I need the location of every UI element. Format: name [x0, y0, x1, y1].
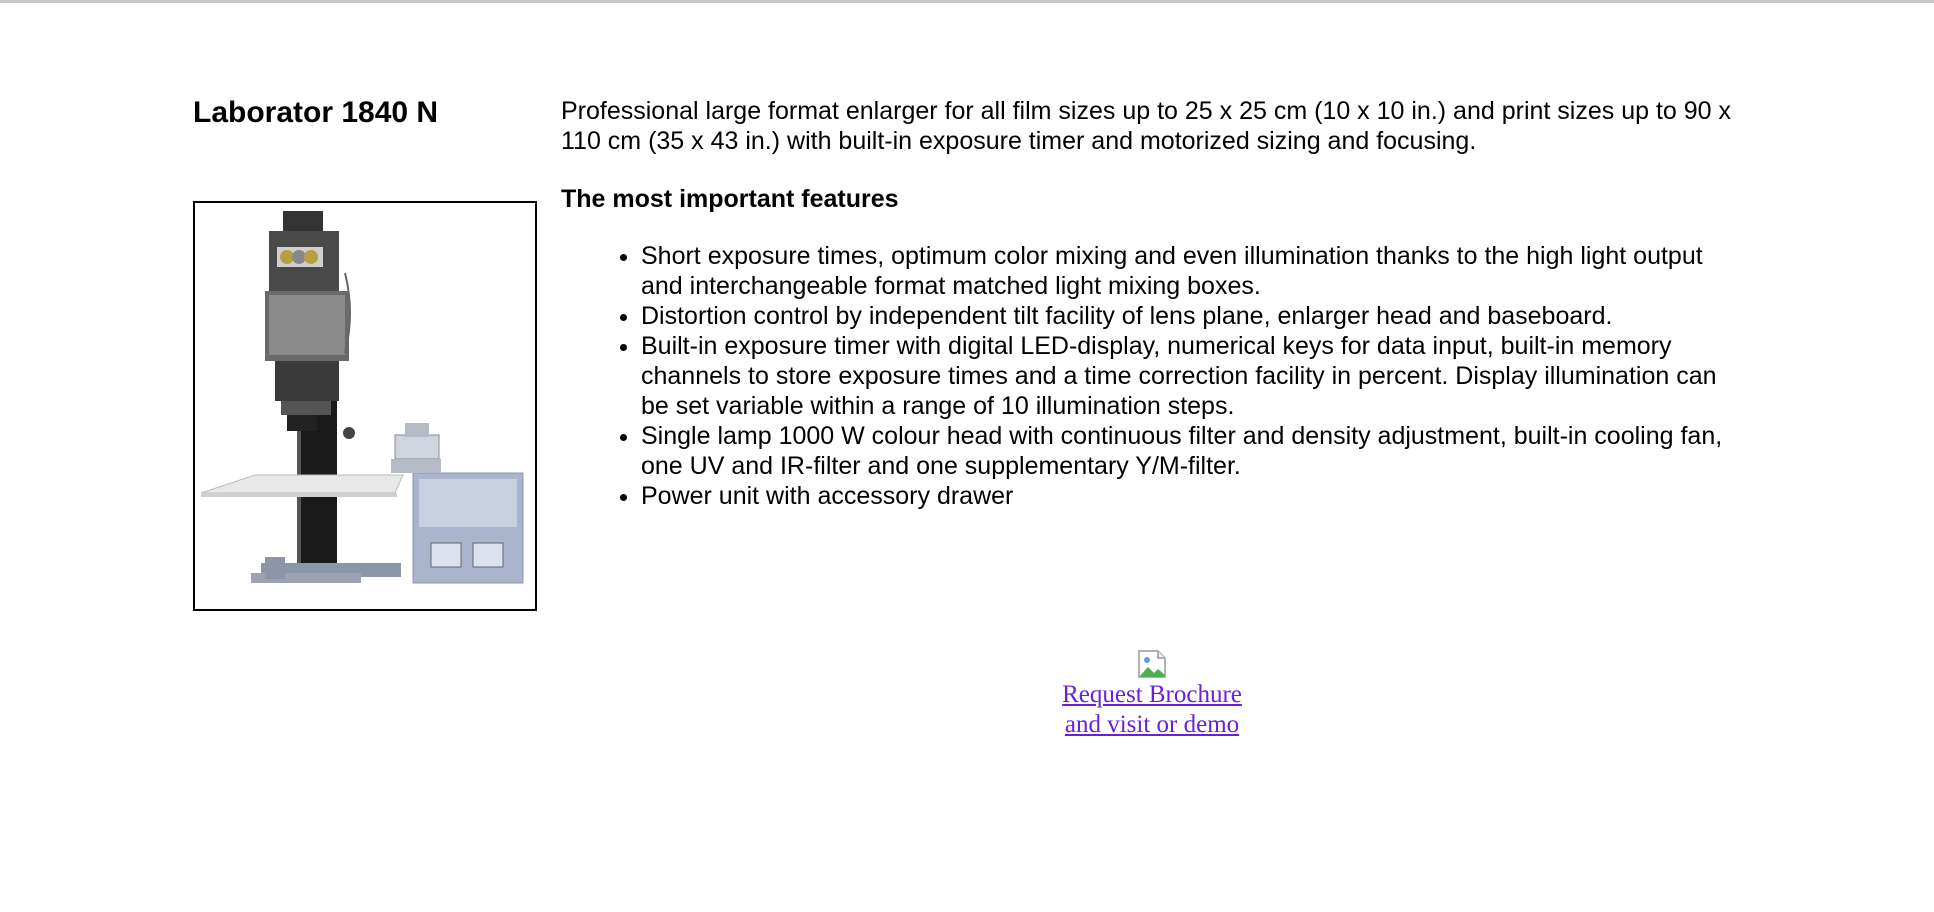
feature-list	[561, 241, 1741, 511]
request-brochure-block	[1020, 648, 1284, 740]
broken-image-icon	[1136, 648, 1168, 680]
product-description	[561, 96, 1741, 511]
visit-or-demo-link[interactable]: and visit or demo	[1064, 711, 1240, 738]
features-heading: The most important features	[561, 185, 899, 213]
list-item: • Short exposure times, optimum color mixing and even illumination thanks to the high light output and interchangeable format matched light mixing boxes.	[641, 241, 1741, 301]
product-photo	[193, 201, 537, 611]
list-item: • Built-in exposure timer with digital LED-display, numerical keys for data input, built-in memory channels to store exposure times and a time correction facility in percent. Display illumination can be set variable within a range of 10 illumination steps.	[641, 331, 1741, 421]
list-item: • Distortion control by independent tilt facility of lens plane, enlarger head and baseboard.	[641, 301, 1741, 331]
top-rule	[0, 0, 1934, 3]
request-brochure-link[interactable]: Request Brochure	[1062, 681, 1242, 708]
list-item: • Power unit with accessory drawer	[641, 481, 1741, 511]
list-item: • Single lamp 1000 W colour head with continuous filter and density adjustment, built-in cooling fan, one UV and IR-filter and one supplementary Y/M-filter.	[641, 421, 1741, 481]
product-intro: Professional large format enlarger for all film sizes up to 25 x 25 cm (10 x 10 in.) and print sizes up to 90 x 110 cm (35 x 43 in.) with built-in exposure timer and motorized sizing and focusing.	[561, 97, 1731, 155]
product-title: Laborator 1840 N	[193, 96, 439, 129]
enlarger-photo	[195, 203, 535, 609]
